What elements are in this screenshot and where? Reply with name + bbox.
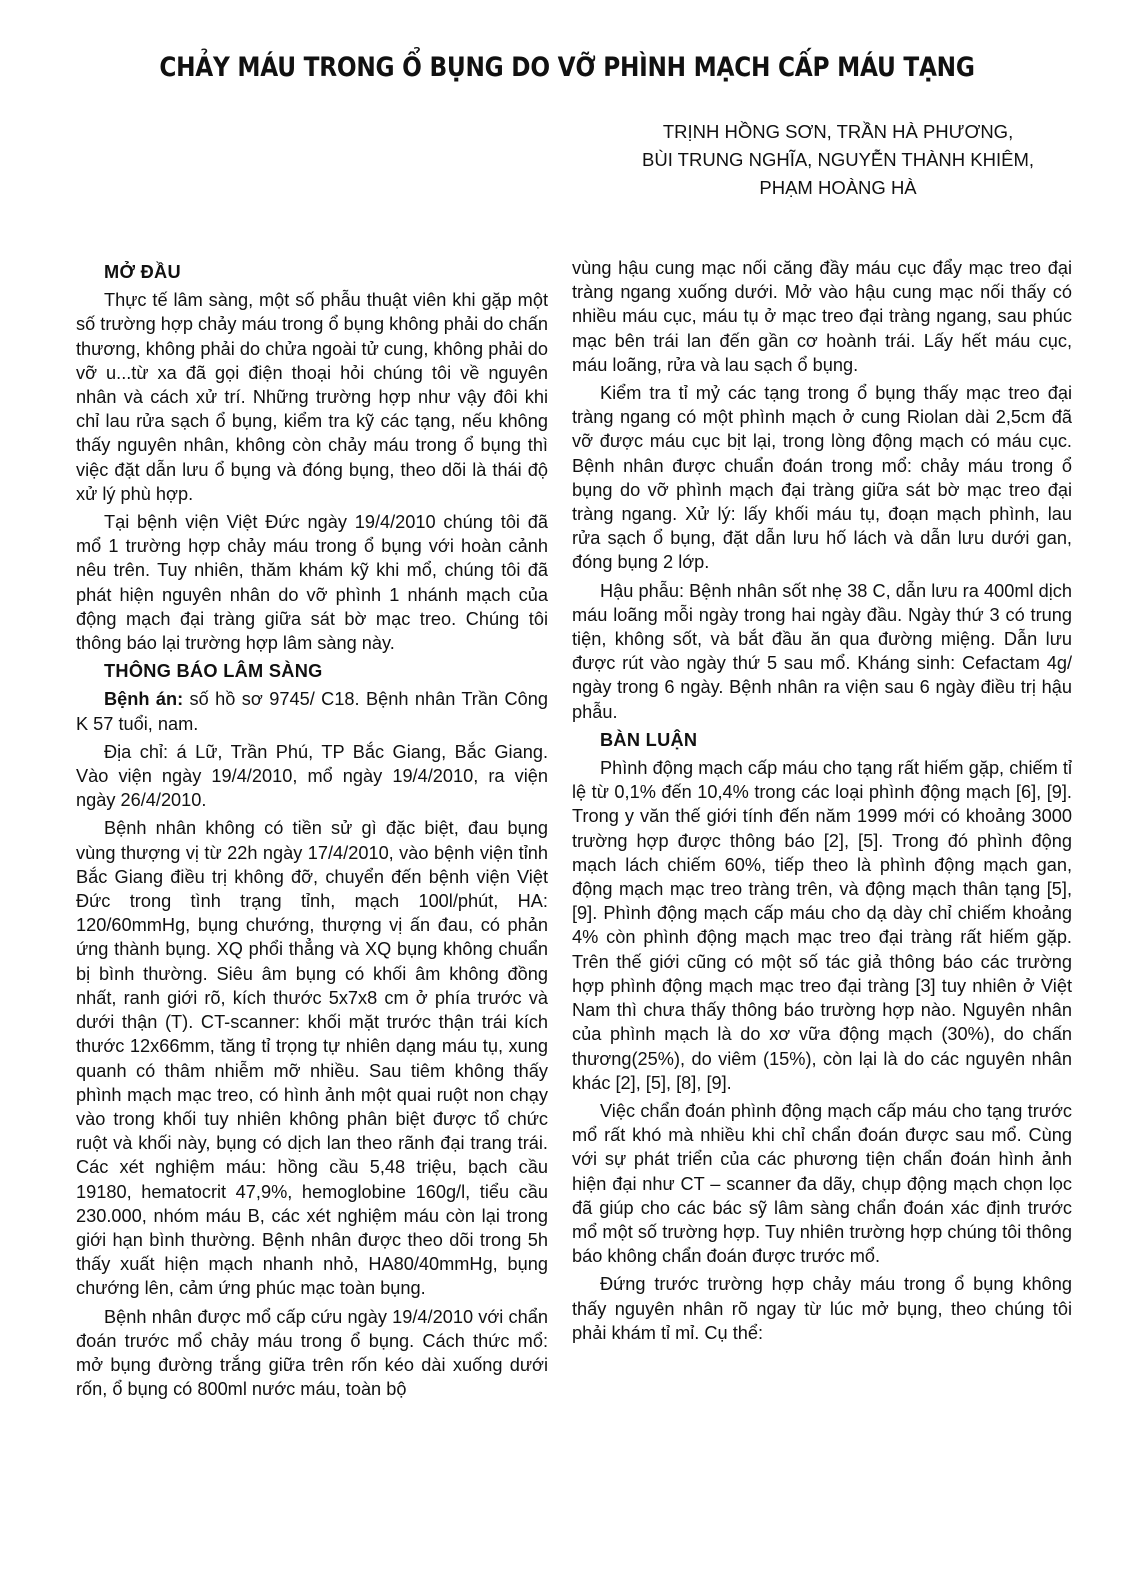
left-column xyxy=(76,258,548,1405)
paragraph: Kiểm tra tỉ mỷ các tạng trong ổ bụng thấy mạc treo đại tràng ngang có một phình mạch ở cung Riolan dài 2,5cm đã vỡ được máu cục bịt lại, trong lòng động mạch có máu cục. Bệnh nhân được chuẩn đoán trong mổ: chảy máu trong ổ bụng do vỡ phình mạch đại tràng giữa sát bờ mạc treo đại tràng ngang. Xử lý: lấy khối máu tụ, đoạn mạch phình, lau rửa sạch ổ bụng, đặt dẫn lưu hố lách và dẫn lưu dưới gan, đóng bụng 2 lớp. xyxy=(572,383,1072,573)
case-record-text: số hồ sơ 9745/ C18. Bệnh nhân Trần Công K 57 tuổi, nam. xyxy=(76,689,548,734)
paragraph: Phình động mạch cấp máu cho tạng rất hiếm gặp, chiếm tỉ lệ từ 0,1% đến 10,4% trong các loại phình động mạch [6], [9]. Trong y văn thế giới tính đến năm 1999 mới có khoảng 3000 trường hợp được thông báo [2], [5]. Trong đó phình động mạch lách chiếm 60%, tiếp theo là phình động mạch gan, động mạch mạc treo tràng trên, và động mạch thân tạng [5], [9]. Phình động mạch cấp máu cho dạ dày chỉ chiếm khoảng 4% còn phình động mạch mạc treo đại tràng rất hiếm gặp. Trên thế giới cũng có một số tác giả thông báo các trường hợp phình động mạch mạc treo đại tràng [3] tuy nhiên ở Việt Nam thì chưa thấy thông báo trường hợp nào. Nguyên nhân của phình mạch là do xơ vữa động mạch (30%), do chấn thương(25%), do viêm (15%), còn lại là do các nguyên nhân khác [2], [5], [8], [9]. xyxy=(572,758,1072,1093)
paragraph: Thực tế lâm sàng, một số phẫu thuật viên khi gặp một số trường hợp chảy máu trong ổ bụng không phải do chấn thương, không phải do chửa ngoài tử cung, không phải do vỡ u...từ xa đã gọi điện thoại hỏi chúng tôi về nguyên nhân và cách xử trí. Những trường hợp như vậy đôi khi chỉ lau rửa sạch ổ bụng, kiểm tra kỹ các tạng, nếu không thấy nguyên nhân, không còn chảy máu trong ổ bụng thì việc đặt dẫn lưu ổ bụng và đóng bụng, theo dõi là thái độ xử lý phù hợp. xyxy=(76,290,548,504)
paragraph: Địa chỉ: á Lữ, Trần Phú, TP Bắc Giang, Bắc Giang. Vào viện ngày 19/4/2010, mổ ngày 19/4/2010, ra viện ngày 26/4/2010. xyxy=(76,741,548,811)
author-line: PHẠM HOÀNG HÀ xyxy=(759,177,917,198)
paragraph: Hậu phẫu: Bệnh nhân sốt nhẹ 38 C, dẫn lưu ra 400ml dịch máu loãng mỗi ngày trong hai ngày đầu. Ngày thứ 3 có trung tiện, không sốt, và bắt đầu ăn qua đường miệng. Dẫn lưu được rút vào ngày thứ 5 sau mổ. Kháng sinh: Cefactam 4g/ ngày trong 6 ngày. Bệnh nhân ra viện sau 6 ngày điều trị hậu phẫu. xyxy=(572,580,1072,722)
paragraph: Bệnh nhân không có tiền sử gì đặc biệt, đau bụng vùng thượng vị từ 22h ngày 17/4/2010, vào bệnh viện tỉnh Bắc Giang điều trị không đỡ, chuyển đến bệnh viện Việt Đức trong tình trạng tỉnh, mạch 100l/phút, HA: 120/60mmHg, bụng chướng, thượng vị ấn đau, có phản ứng thành bụng. XQ phổi thẳng và XQ bụng không chuẩn bị bình thường. Siêu âm bụng có khối âm không đồng nhất, ranh giới rõ, kích thước 5x7x8 cm ở phía trước và dưới thận (T). CT-scanner: khối mặt trước thận trái kích thước 12x66mm, tăng tỉ trọng tự nhiên dạng máu tụ, xung quanh có thâm nhiễm mỡ nhiều. Sau tiêm không thấy phình mạch mạc treo, có hình ảnh một quai ruột non chạy vào trong khối tuy nhiên không phân biệt được tổ chức ruột và khối này, bụng có dịch lan theo rãnh đại trang trái. Các xét nghiệm máu: hồng cầu 5,48 triệu, bạch cầu 19180, hematocrit 47,9%, hemoglobine 160g/l, tiểu cầu 230.000, nhóm máu B, các xét nghiệm máu còn lại trong giới hạn bình thường. Bệnh nhân được theo dõi trong 5h thấy xuất hiện mạch nhanh nhỏ, HA80/40mmHg, bụng chướng lên, cảm ứng phúc mạc toàn bụng. xyxy=(76,818,548,1299)
author-line: BÙI TRUNG NGHĨA, NGUYỄN THÀNH KHIÊM, xyxy=(642,149,1034,170)
paragraph: Việc chẩn đoán phình động mạch cấp máu cho tạng trước mổ rất khó mà nhiều khi chỉ chẩn đoán được sau mổ. Cùng với sự phát triển của các phương tiện chẩn đoán hình ảnh hiện đại như CT – scanner đa dãy, chụp động mạch chọn lọc đã giúp cho các bác sỹ lâm sàng chẩn đoán xác định trước mổ một số trường hợp. Tuy nhiên trường hợp chúng tôi thông báo không chẩn đoán được trước mổ. xyxy=(572,1100,1072,1267)
paragraph: Tại bệnh viện Việt Đức ngày 19/4/2010 chúng tôi đã mổ 1 trường hợp chảy máu trong ổ bụng với hoàn cảnh nêu trên. Tuy nhiên, thăm khám kỹ khi mổ, chúng tôi đã phát hiện nguyên nhân do vỡ phình 1 nhánh mạch của động mạch đại tràng giữa sát bờ mạc treo. Chúng tôi thông báo lại trường hợp lâm sàng này. xyxy=(76,512,548,654)
section-heading-discussion: BÀN LUẬN xyxy=(600,729,698,750)
section-heading-case: THÔNG BÁO LÂM SÀNG xyxy=(104,661,323,682)
author-line: TRỊNH HỒNG SƠN, TRẦN HÀ PHƯƠNG, xyxy=(662,121,1014,142)
paragraph: Đứng trước trường hợp chảy máu trong ổ bụng không thấy nguyên nhân rõ ngay từ lúc mở bụng, theo chúng tôi phải khám tỉ mỉ. Cụ thể: xyxy=(572,1274,1072,1343)
paragraph-continued: vùng hậu cung mạc nối căng đầy máu cục đẩy mạc treo đại tràng ngang xuống dưới. Mở vào hậu cung mạc nối thấy có nhiều máu cục, máu tụ ở mạc treo đại tràng ngang, sau phúc mạc bên trái lan đến gần cơ hoành trái. Lấy hết máu cục, máu loãng, rửa và lau sạch ổ bụng. xyxy=(572,258,1072,375)
case-label: Bệnh án: xyxy=(104,689,184,710)
section-heading-intro: MỞ ĐẦU xyxy=(104,262,181,282)
right-column xyxy=(572,256,1072,1349)
paragraph-case-record xyxy=(76,687,548,735)
article-title: CHẢY MÁU TRONG Ổ BỤNG DO VỠ PHÌNH MẠCH CẤP MÁU TẠNG xyxy=(159,52,975,83)
paragraph: Bệnh nhân được mổ cấp cứu ngày 19/4/2010 với chẩn đoán trước mổ chảy máu trong ổ bụng. Cách thức mổ: mở bụng đường trắng giữa trên rốn kéo dài xuống dưới rốn, ổ bụng có 800ml nước máu, toàn bộ xyxy=(76,1306,548,1400)
author-list xyxy=(642,118,1034,202)
